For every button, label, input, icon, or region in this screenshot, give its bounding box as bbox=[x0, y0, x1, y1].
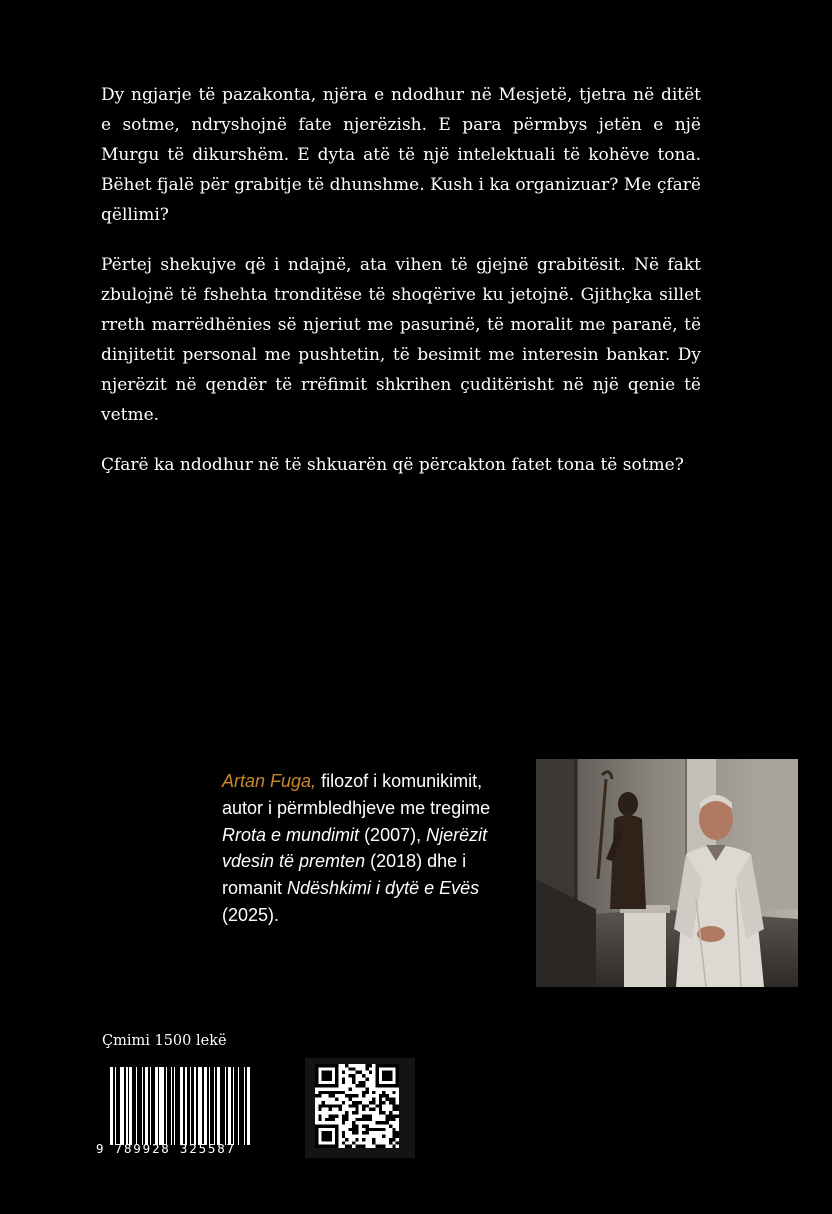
qr-module bbox=[328, 1118, 331, 1121]
qr-module bbox=[345, 1138, 348, 1141]
qr-module bbox=[375, 1145, 378, 1148]
qr-module bbox=[396, 1108, 399, 1111]
qr-module bbox=[352, 1081, 355, 1084]
qr-module bbox=[365, 1064, 368, 1067]
qr-module bbox=[365, 1114, 368, 1117]
qr-module bbox=[342, 1081, 345, 1084]
qr-module bbox=[359, 1081, 362, 1084]
qr-module bbox=[375, 1121, 378, 1124]
qr-module bbox=[339, 1091, 342, 1094]
qr-module bbox=[392, 1098, 395, 1101]
qr-module bbox=[396, 1135, 399, 1138]
qr-module bbox=[349, 1128, 352, 1131]
qr-module bbox=[362, 1094, 365, 1097]
qr-module bbox=[349, 1094, 352, 1097]
qr-module bbox=[365, 1077, 368, 1080]
qr-module bbox=[342, 1101, 345, 1104]
qr-module bbox=[392, 1135, 395, 1138]
qr-module bbox=[342, 1135, 345, 1138]
qr-module bbox=[355, 1124, 358, 1127]
qr-module bbox=[342, 1121, 345, 1124]
qr-module bbox=[355, 1145, 358, 1148]
qr-module bbox=[362, 1124, 365, 1127]
qr-module bbox=[386, 1121, 389, 1124]
qr-module bbox=[392, 1128, 395, 1131]
qr-module bbox=[372, 1108, 375, 1111]
qr-module bbox=[379, 1098, 382, 1101]
qr-module bbox=[325, 1118, 328, 1121]
barcode-icon bbox=[110, 1067, 252, 1145]
qr-module bbox=[355, 1118, 358, 1121]
qr-module bbox=[322, 1091, 325, 1094]
qr-module bbox=[359, 1071, 362, 1074]
qr-module bbox=[328, 1091, 331, 1094]
qr-module bbox=[389, 1138, 392, 1141]
qr-module bbox=[349, 1067, 352, 1070]
qr-module bbox=[365, 1131, 368, 1134]
qr-module bbox=[379, 1108, 382, 1111]
qr-module bbox=[379, 1104, 382, 1107]
qr-module bbox=[342, 1091, 345, 1094]
qr-module bbox=[365, 1088, 368, 1091]
qr-module bbox=[342, 1141, 345, 1144]
work-title-2: Njerëzit vdesin të premten bbox=[222, 824, 488, 872]
qr-module bbox=[392, 1108, 395, 1111]
qr-module bbox=[379, 1145, 382, 1148]
qr-module bbox=[365, 1091, 368, 1094]
qr-module bbox=[355, 1101, 358, 1104]
qr-module bbox=[372, 1128, 375, 1131]
qr-module bbox=[355, 1084, 358, 1087]
qr-module bbox=[396, 1104, 399, 1107]
qr-module bbox=[369, 1118, 372, 1121]
qr-module bbox=[389, 1124, 392, 1127]
qr-module bbox=[375, 1128, 378, 1131]
work-title-1: Rrota e mundimit bbox=[222, 824, 360, 845]
qr-module bbox=[345, 1118, 348, 1121]
qr-module bbox=[352, 1131, 355, 1134]
qr-module bbox=[325, 1104, 328, 1107]
qr-module bbox=[328, 1108, 331, 1111]
qr-module bbox=[392, 1114, 395, 1117]
qr-module bbox=[359, 1101, 362, 1104]
qr-module bbox=[322, 1104, 325, 1107]
barcode bbox=[96, 1060, 256, 1160]
qr-module bbox=[362, 1108, 365, 1111]
qr-module bbox=[362, 1081, 365, 1084]
qr-module bbox=[345, 1064, 348, 1067]
qr-module bbox=[396, 1131, 399, 1134]
qr-module bbox=[369, 1114, 372, 1117]
bio-text-1: filozof i komunikimit, autor i përmbledhjeve me tregime bbox=[222, 771, 491, 818]
qr-module bbox=[325, 1091, 328, 1094]
qr-module bbox=[365, 1118, 368, 1121]
qr-module bbox=[365, 1104, 368, 1107]
qr-module bbox=[362, 1145, 365, 1148]
qr-module bbox=[352, 1124, 355, 1127]
qr-module bbox=[322, 1071, 332, 1081]
qr-module bbox=[362, 1138, 365, 1141]
qr-module bbox=[392, 1131, 395, 1134]
qr-module bbox=[382, 1111, 385, 1114]
bio-text-4: (2025). bbox=[222, 904, 280, 925]
qr-module bbox=[349, 1098, 352, 1101]
qr-module bbox=[332, 1118, 335, 1121]
qr-module bbox=[369, 1108, 372, 1111]
qr-module bbox=[396, 1141, 399, 1144]
qr-module bbox=[349, 1104, 352, 1107]
qr-module bbox=[339, 1108, 342, 1111]
qr-module bbox=[328, 1114, 331, 1117]
qr-module bbox=[379, 1111, 382, 1114]
qr-module bbox=[342, 1077, 345, 1080]
qr-module bbox=[355, 1108, 358, 1111]
qr-module bbox=[352, 1104, 355, 1107]
qr-module bbox=[372, 1138, 375, 1141]
qr-module bbox=[352, 1074, 355, 1077]
qr-module bbox=[339, 1104, 342, 1107]
qr-module bbox=[389, 1118, 392, 1121]
qr-module bbox=[345, 1094, 348, 1097]
qr-module bbox=[372, 1091, 375, 1094]
qr-module bbox=[369, 1128, 372, 1131]
qr-module bbox=[389, 1101, 392, 1104]
qr-module bbox=[318, 1108, 321, 1111]
qr-module bbox=[342, 1114, 345, 1117]
qr-module bbox=[382, 1135, 385, 1138]
qr-module bbox=[352, 1128, 355, 1131]
barcode-bar bbox=[250, 1067, 252, 1145]
qr-module bbox=[362, 1114, 365, 1117]
qr-module bbox=[372, 1141, 375, 1144]
qr-module bbox=[332, 1094, 335, 1097]
qr-module bbox=[362, 1104, 365, 1107]
qr-module bbox=[362, 1091, 365, 1094]
qr-module bbox=[359, 1145, 362, 1148]
qr-module bbox=[318, 1091, 321, 1094]
qr-code-icon bbox=[315, 1064, 399, 1148]
bio-text-2: (2007), bbox=[359, 824, 427, 845]
qr-module bbox=[342, 1118, 345, 1121]
bio-text-3: (2018) dhe i romanit bbox=[222, 851, 467, 899]
qr-module bbox=[372, 1101, 375, 1104]
qr-module bbox=[335, 1098, 338, 1101]
qr-module bbox=[392, 1101, 395, 1104]
qr-module bbox=[386, 1098, 389, 1101]
qr-module bbox=[328, 1094, 331, 1097]
qr-module bbox=[355, 1131, 358, 1134]
qr-module bbox=[389, 1141, 392, 1144]
qr-module bbox=[386, 1114, 389, 1117]
qr-module bbox=[355, 1104, 358, 1107]
qr-module bbox=[389, 1098, 392, 1101]
qr-module bbox=[372, 1098, 375, 1101]
qr-module bbox=[352, 1067, 355, 1070]
qr-module bbox=[379, 1094, 382, 1097]
qr-module bbox=[359, 1118, 362, 1121]
qr-module bbox=[352, 1111, 355, 1114]
qr-module bbox=[382, 1071, 392, 1081]
qr-module bbox=[362, 1084, 365, 1087]
qr-module bbox=[369, 1064, 372, 1067]
qr-module bbox=[382, 1121, 385, 1124]
qr-module bbox=[345, 1145, 348, 1148]
qr-module bbox=[352, 1094, 355, 1097]
price-label: Çmimi 1500 lekë bbox=[102, 1033, 227, 1049]
qr-module bbox=[342, 1131, 345, 1134]
qr-module bbox=[352, 1101, 355, 1104]
qr-module bbox=[396, 1114, 399, 1117]
qr-module bbox=[379, 1101, 382, 1104]
qr-module bbox=[322, 1131, 332, 1141]
qr-module bbox=[355, 1138, 358, 1141]
qr-module bbox=[328, 1104, 331, 1107]
qr-module bbox=[369, 1071, 372, 1074]
isbn-number: 9 789928 325587 bbox=[96, 1141, 236, 1156]
qr-module bbox=[369, 1101, 372, 1104]
qr-module bbox=[389, 1111, 392, 1114]
qr-module bbox=[349, 1074, 352, 1077]
qr-module bbox=[352, 1077, 355, 1080]
qr-module bbox=[379, 1128, 382, 1131]
qr-module bbox=[389, 1114, 392, 1117]
qr-module bbox=[322, 1101, 325, 1104]
qr-module bbox=[365, 1067, 368, 1070]
qr-module bbox=[379, 1121, 382, 1124]
qr-module bbox=[342, 1071, 345, 1074]
qr-module bbox=[349, 1088, 352, 1091]
qr-module bbox=[335, 1104, 338, 1107]
qr-module bbox=[392, 1104, 395, 1107]
qr-module bbox=[362, 1131, 365, 1134]
qr-module bbox=[352, 1141, 355, 1144]
qr-module bbox=[375, 1104, 378, 1107]
qr-module bbox=[392, 1118, 395, 1121]
qr-module bbox=[382, 1101, 385, 1104]
qr-module bbox=[362, 1118, 365, 1121]
qr-module bbox=[318, 1094, 321, 1097]
blurb-paragraph-1: Dy ngjarje të pazakonta, njëra e ndodhur në Mesjetë, tjetra në ditët e sotme, ndryshojnë fate njerëzish. E para përmbys jetën e një Murgu të dikurshëm. E dyta atë të një intelektuali të kohëve tona. Bëhet fjalë për grabitje të dhunshme. Kush i ka organizuar? Me çfarë qëllimi? bbox=[101, 85, 701, 225]
qr-module bbox=[392, 1145, 395, 1148]
qr-module bbox=[382, 1091, 385, 1094]
qr-module bbox=[386, 1094, 389, 1097]
qr-module bbox=[335, 1114, 338, 1117]
qr-module bbox=[332, 1104, 335, 1107]
work-title-3: Ndëshkimi i dytë e Evës bbox=[287, 878, 480, 899]
blurb-paragraph-2: Përtej shekujve që i ndajnë, ata vihen të gjejnë grabitësit. Në fakt zbulojnë të fshehta tronditëse të shoqërive ku jetojnë. Gjithçka sillet rreth marrëdhënies së njeriut me pasurinë, të moralit me paranë, të dinjitetit personal me pushtetin, të besimit me interesin bankar. Dy njerëzit në qendër të rrëfimit shkrihen çuditërisht në një qenie të vetme. bbox=[101, 255, 701, 425]
qr-module bbox=[365, 1128, 368, 1131]
qr-module bbox=[382, 1145, 385, 1148]
qr-module bbox=[362, 1074, 365, 1077]
qr-module bbox=[392, 1091, 395, 1094]
qr-module bbox=[349, 1145, 352, 1148]
qr-module bbox=[318, 1118, 321, 1121]
qr-code bbox=[305, 1058, 415, 1158]
author-photo bbox=[536, 759, 798, 987]
qr-module bbox=[332, 1091, 335, 1094]
qr-module bbox=[318, 1114, 321, 1117]
qr-module bbox=[382, 1094, 385, 1097]
qr-module bbox=[345, 1111, 348, 1114]
qr-module bbox=[335, 1091, 338, 1094]
back-cover-blurb bbox=[101, 80, 701, 500]
qr-module bbox=[355, 1111, 358, 1114]
qr-module bbox=[355, 1094, 358, 1097]
qr-module bbox=[345, 1114, 348, 1117]
qr-module bbox=[359, 1084, 362, 1087]
author-photo-illustration bbox=[536, 759, 798, 987]
author-bio bbox=[222, 768, 512, 929]
qr-module bbox=[332, 1114, 335, 1117]
author-name: Artan Fuga, bbox=[222, 771, 317, 791]
qr-module bbox=[392, 1138, 395, 1141]
qr-module bbox=[355, 1071, 358, 1074]
qr-module bbox=[355, 1128, 358, 1131]
qr-module bbox=[365, 1124, 368, 1127]
qr-module bbox=[318, 1104, 321, 1107]
qr-module bbox=[352, 1121, 355, 1124]
qr-module bbox=[315, 1094, 318, 1097]
qr-module bbox=[386, 1118, 389, 1121]
qr-module bbox=[382, 1128, 385, 1131]
blurb-paragraph-3: Çfarë ka ndodhur në të shkuarën që përcakton fatet tona të sotme? bbox=[101, 455, 684, 475]
